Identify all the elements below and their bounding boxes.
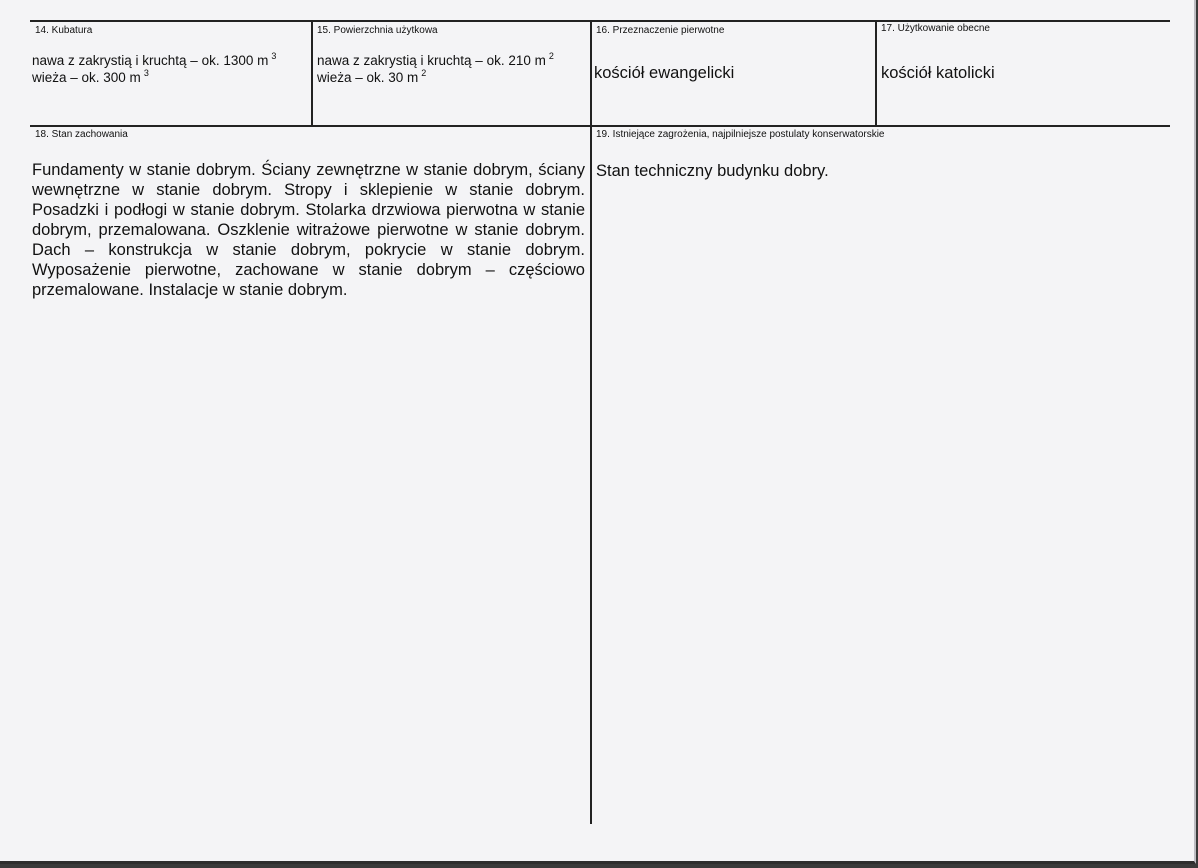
field-18-text: Fundamenty w stanie dobrym. Ściany zewnętrzne w stanie dobrym, ściany wewnętrzne w stanie dobrym. Stropy i sklepienie w stanie dobrym. Posadzki i podłogi w stanie dobrym. Stolarka drzwiowa pierwotna w stanie dobrym, przemalowana. Oszklenie witrażowe pierwotne w stanie dobrym. Dach – konstrukcja w stanie dobrym, pokrycie w stanie dobrym. Wyposażenie pierwotne, zachowane w stanie dobrym – częściowo przemalowane. Instalacje w stanie dobrym. [32, 161, 585, 299]
field-15-line2-exponent: 2 [421, 68, 427, 78]
field-19-text: Stan techniczny budynku dobry. [596, 162, 829, 180]
field-14-line2-exponent: 3 [143, 68, 149, 78]
field-15-line1: nawa z zakrystią i kruchtą – ok. 210 m [317, 53, 546, 68]
divider-16-17 [875, 20, 877, 126]
field-18-label: 18. Stan zachowania [35, 129, 128, 140]
field-15-value [317, 53, 554, 87]
field-14-value [32, 53, 276, 87]
top-rule [30, 20, 1170, 22]
field-17-value: kościół katolicki [881, 64, 995, 82]
field-15-line2: wieża – ok. 30 m [317, 70, 419, 85]
field-19-label: 19. Istniejące zagrożenia, najpilniejsze postulaty konserwatorskie [596, 129, 885, 140]
middle-rule [30, 125, 1170, 127]
field-14-line2: wieża – ok. 300 m [32, 70, 141, 85]
divider-main [590, 20, 592, 824]
field-16-value: kościół ewangelicki [594, 64, 735, 82]
field-14-label: 14. Kubatura [35, 25, 93, 36]
field-15-line1-exponent: 2 [548, 51, 554, 61]
field-14-line1: nawa z zakrystią i kruchtą – ok. 1300 m [32, 53, 269, 68]
field-14-line1-exponent: 3 [271, 51, 277, 61]
field-17-label: 17. Użytkowanie obecne [881, 23, 990, 34]
divider-14-15 [311, 20, 313, 126]
field-16-label: 16. Przeznaczenie pierwotne [596, 25, 725, 36]
field-15-label: 15. Powierzchnia użytkowa [317, 25, 438, 36]
